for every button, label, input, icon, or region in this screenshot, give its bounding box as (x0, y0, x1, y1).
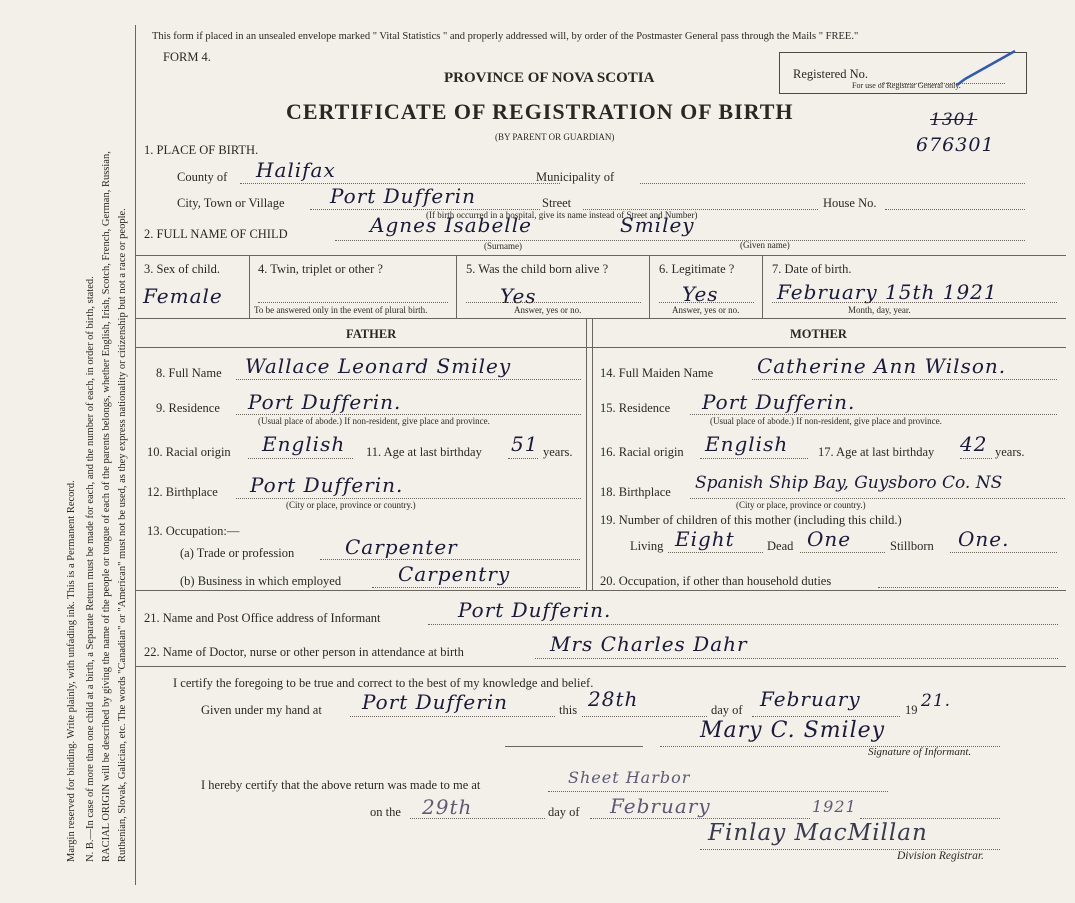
county-label: County of (177, 170, 228, 184)
alive-label: 5. Was the child born alive ? (466, 262, 609, 276)
living-label: Living (630, 539, 664, 553)
registered-label: Registered No. (793, 67, 868, 81)
mother-race: English (705, 432, 789, 456)
place-of-birth-heading: 1. PLACE OF BIRTH. (144, 143, 259, 157)
sex-value: Female (143, 284, 223, 308)
margin-note-4: Ruthenian, Slovak, Galician, etc. The words "Canadian" or "American" must not be used, as they express nationality or citizenship but not a race or people. (117, 208, 128, 862)
mother-age-years: years. (995, 445, 1025, 459)
father-age-years: years. (543, 445, 573, 459)
municipality-label: Municipality of (536, 170, 615, 184)
given-month: February (760, 687, 861, 711)
legitimate-label: 6. Legitimate ? (659, 262, 735, 276)
margin-note-3: RACIAL ORIGIN will be described by giving the name of the people or tongue of each of the parents belongs, whether English, Irish, Scotch, French, German, Russian, (101, 151, 112, 862)
father-heading: FATHER (346, 327, 397, 341)
dead-label: Dead (767, 539, 794, 553)
province: PROVINCE OF NOVA SCOTIA (444, 70, 655, 86)
father-race: English (262, 432, 346, 456)
city-label: City, Town or Village (177, 196, 285, 210)
mother-residence-label: 15. Residence (600, 401, 671, 415)
hospital-note: (If birth occurred in a hospital, give its name instead of Street and Number) (426, 210, 698, 220)
registrar-day-of-label: day of (548, 805, 580, 819)
informant-signature: Mary C. Smiley (700, 718, 886, 743)
given-year-suffix: 21. (921, 691, 952, 711)
certification-statement: I certify the foregoing to be true and correct to the best of my knowledge and belief. (173, 676, 594, 690)
registration-number: 676301 (916, 134, 995, 156)
mother-occupation-label: 20. Occupation, if other than household duties (600, 574, 832, 588)
father-name-label: 8. Full Name (156, 366, 222, 380)
mother-age: 42 (960, 432, 988, 456)
child-given-name: Agnes Isabelle (370, 213, 532, 237)
father-business: Carpentry (398, 562, 511, 586)
mail-note: This form if placed in an unsealed envelope marked " Vital Statistics " and properly addressed will, by order of the Postmaster General pass through the Mails " FREE." (152, 31, 859, 42)
this-label: this (559, 703, 578, 717)
mother-heading: MOTHER (790, 327, 847, 341)
father-residence: Port Dufferin. (248, 390, 402, 414)
father-residence-note: (Usual place of abode.) If non-resident, give place and province. (258, 416, 490, 426)
alive-note: Answer, yes or no. (514, 305, 582, 315)
registrar-signature: Finlay MacMillan (708, 820, 928, 846)
street-label: Street (542, 196, 572, 210)
father-name: Wallace Leonard Smiley (245, 354, 512, 378)
registrar-month: February (610, 794, 711, 818)
father-birthplace-note: (City or place, province or country.) (286, 500, 416, 510)
twin-label: 4. Twin, triplet or other ? (258, 262, 383, 276)
given-place: Port Dufferin (362, 690, 509, 714)
dead-value: One (807, 527, 852, 551)
surname-label: (Surname) (484, 241, 522, 251)
attendant-name: Mrs Charles Dahr (550, 632, 748, 656)
registration-number-struck: 1301 (930, 110, 978, 130)
given-day: 28th (588, 687, 639, 711)
form-number: FORM 4. (163, 50, 211, 64)
dob-note: Month, day, year. (848, 305, 911, 315)
dob-label: 7. Date of birth. (772, 262, 852, 276)
registrar-note: For use of Registrar General only. (852, 81, 961, 90)
mother-residence-note: (Usual place of abode.) If non-resident, give place and province. (710, 416, 942, 426)
legitimate-note: Answer, yes or no. (672, 305, 740, 315)
father-birthplace: Port Dufferin. (250, 473, 404, 497)
informant-label: 21. Name and Post Office address of Informant (144, 611, 381, 625)
mother-birthplace-note: (City or place, province or country.) (736, 500, 866, 510)
mother-name-label: 14. Full Maiden Name (600, 366, 714, 380)
day-of-label: day of (711, 703, 743, 717)
given-label: Given under my hand at (201, 703, 322, 717)
registrar-place: Sheet Harbor (568, 768, 691, 787)
signature-label: Signature of Informant. (868, 746, 972, 758)
on-the-label: on the (370, 805, 401, 819)
mother-children-label: 19. Number of children of this mother (including this child.) (600, 513, 902, 527)
father-birthplace-label: 12. Birthplace (147, 485, 218, 499)
alive-value: Yes (500, 284, 537, 308)
form-title: CERTIFICATE OF REGISTRATION OF BIRTH (286, 99, 794, 124)
mother-residence: Port Dufferin. (702, 390, 856, 414)
sex-label: 3. Sex of child. (144, 262, 221, 276)
attendant-label: 22. Name of Doctor, nurse or other person in attendance at birth (144, 645, 464, 659)
mother-birthplace-label: 18. Birthplace (600, 485, 671, 499)
form-subtitle: (BY PARENT OR GUARDIAN) (495, 132, 615, 142)
margin-note-1: Margin reserved for binding. Write plainly, with unfading ink. This is a Permanent Record. (66, 480, 77, 862)
stillborn-label: Stillborn (890, 539, 934, 553)
check-mark-icon (955, 47, 1025, 97)
father-age: 51 (511, 432, 539, 456)
father-race-label: 10. Racial origin (147, 445, 231, 459)
legitimate-value: Yes (682, 282, 719, 306)
father-trade-label: (a) Trade or profession (180, 546, 295, 560)
child-surname: Smiley (620, 213, 695, 237)
father-trade: Carpenter (345, 535, 458, 559)
given-name-label: (Given name) (740, 240, 790, 250)
registrar-title: Division Registrar. (897, 850, 984, 862)
father-occupation-label: 13. Occupation:— (147, 524, 240, 538)
given-year-prefix: 19 (905, 703, 918, 717)
father-residence-label: 9. Residence (156, 401, 220, 415)
child-name-label: 2. FULL NAME OF CHILD (144, 227, 288, 241)
mother-birthplace: Spanish Ship Bay, Guysboro Co. NS (695, 473, 1003, 493)
mother-age-label: 17. Age at last birthday (818, 445, 935, 459)
twin-note: To be answered only in the event of plural birth. (254, 305, 428, 315)
registrar-day: 29th (422, 795, 473, 819)
form-left-border (135, 25, 136, 885)
mother-name: Catherine Ann Wilson. (757, 354, 1007, 378)
city-value: Port Dufferin (330, 184, 477, 208)
mother-race-label: 16. Racial origin (600, 445, 684, 459)
informant-address: Port Dufferin. (458, 598, 612, 622)
stillborn-value: One. (958, 527, 1010, 551)
registrar-statement: I hereby certify that the above return was made to me at (201, 778, 481, 792)
dob-value: February 15th 1921 (777, 280, 998, 304)
margin-note-2: N. B.—In case of more than one child at a birth, a Separate Return must be made for each, and the number of each, in order of birth, stated. (85, 276, 96, 862)
living-value: Eight (675, 527, 735, 551)
father-age-label: 11. Age at last birthday (366, 445, 482, 459)
county-value: Halifax (256, 158, 336, 182)
house-no-label: House No. (823, 196, 877, 210)
registrar-year: 1921 (812, 797, 857, 816)
father-business-label: (b) Business in which employed (180, 574, 342, 588)
